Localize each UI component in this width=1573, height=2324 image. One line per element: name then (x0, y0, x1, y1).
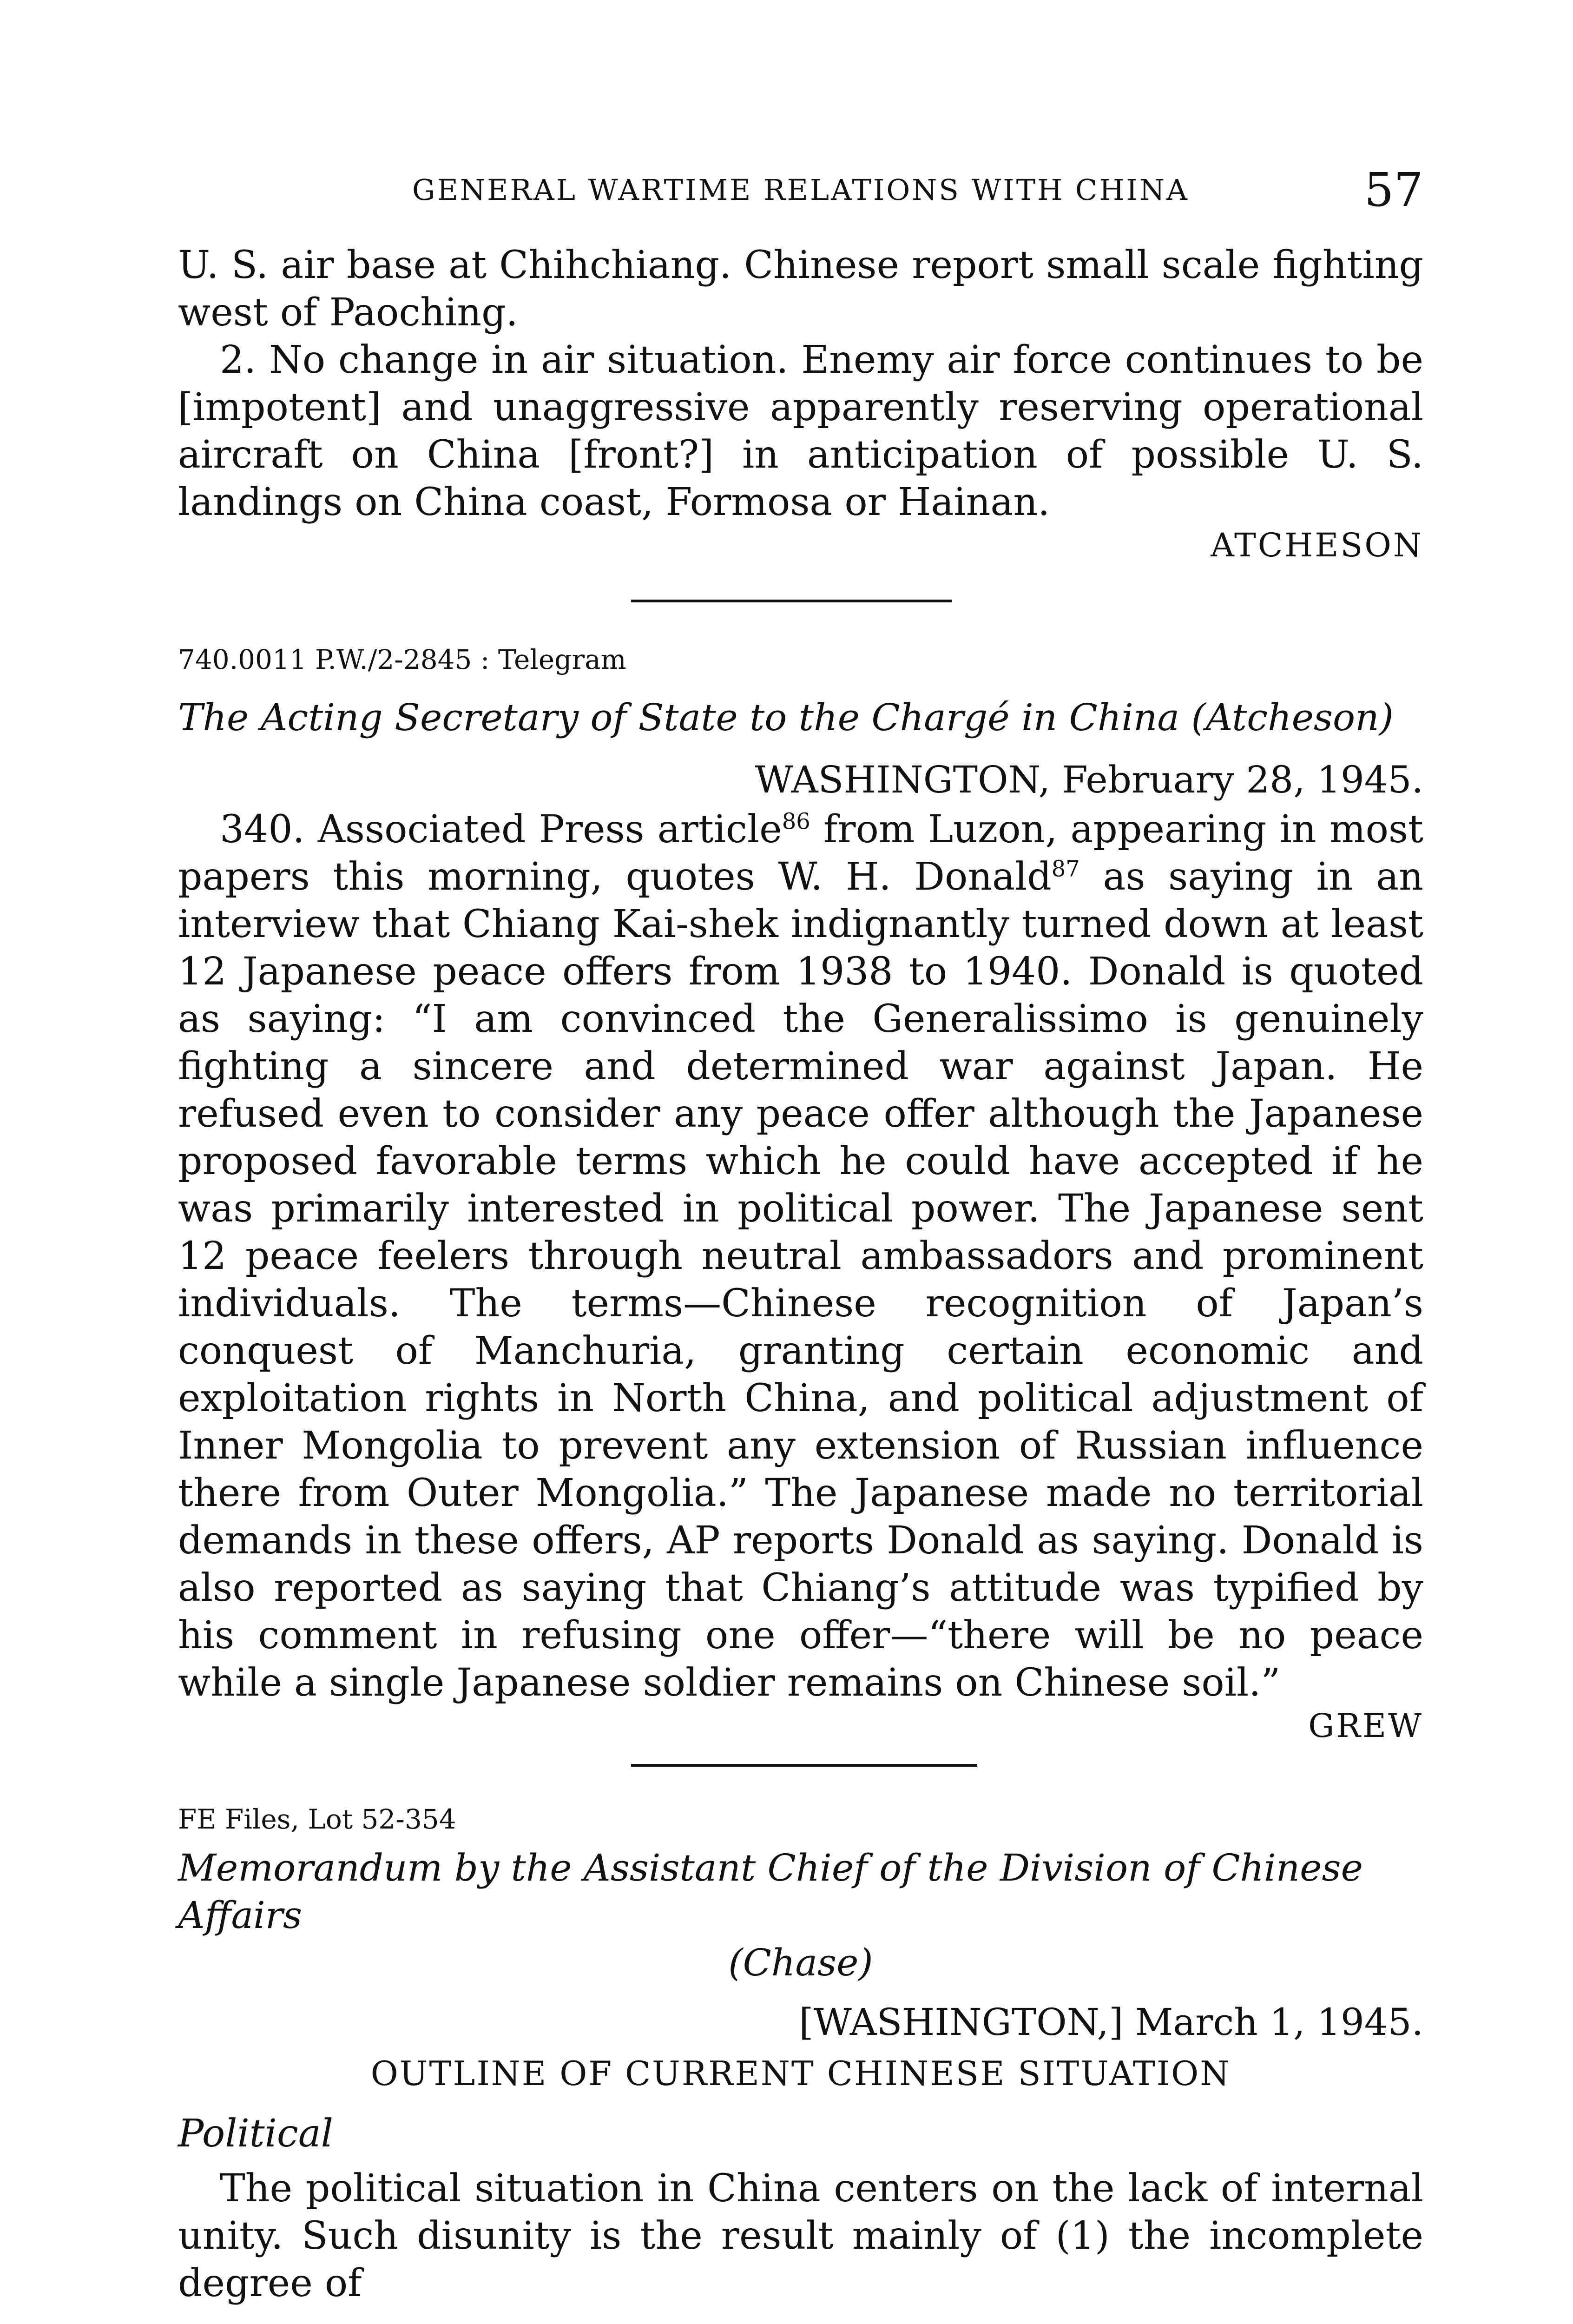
telegram-file-reference: 740.0011 P.W./2-2845 : Telegram (178, 644, 626, 675)
telegram-dateline: WASHINGTON, February 28, 1945. (755, 758, 1423, 801)
continuation-paragraph-1: U. S. air base at Chihchiang. Chinese report small scale fighting west of Paoching. (178, 243, 1423, 335)
memorandum-block (178, 1803, 1423, 2307)
memorandum-body: The political situation in China centers on the lack of internal unity. Such disunity is the result mainly of (1) the incomplete degree of (178, 2166, 1423, 2305)
memorandum-file-reference: FE Files, Lot 52-354 (178, 1803, 456, 1835)
section-divider-rule (631, 1764, 977, 1767)
memorandum-dateline: [WASHINGTON,] March 1, 1945. (799, 2000, 1423, 2044)
telegram-body-start: 340. Associated Press article (220, 807, 782, 852)
telegram-body-mid: from Luzon, appearing in most papers this morning, quotes W. H. Donald (178, 807, 1423, 899)
telegram-title: The Acting Secretary of State to the Chargé in China (Atcheson) (178, 696, 1394, 739)
running-title: GENERAL WARTIME RELATIONS WITH CHINA (412, 173, 1189, 207)
running-header (178, 163, 1423, 218)
outline-heading: OUTLINE OF CURRENT CHINESE SITUATION (370, 2054, 1231, 2093)
footnote-ref-86: 86 (782, 808, 810, 835)
continuation-paragraph-2: 2. No change in air situation. Enemy air force continues to be [impotent] and unaggressive apparently reserving operational aircraft on China [front?] in anticipation of possible U. S. landings on China coast, Formosa or Hainan. (178, 338, 1423, 524)
section-divider-rule (631, 600, 952, 602)
telegram-block (178, 644, 1423, 1745)
memorandum-title-line-1: Memorandum by the Assistant Chief of the Division of Chinese Affairs (178, 1846, 1363, 1937)
telegram-body (178, 806, 1423, 1707)
page-number: 57 (1364, 163, 1423, 217)
footnote-ref-87: 87 (1051, 856, 1080, 882)
signature-atcheson: ATCHESON (1211, 526, 1423, 564)
telegram-body-end: as saying in an interview that Chiang Kai-shek indignantly turned down at least 12 Japanese peace offers from 1938 to 1940. Donald is quoted as saying: “I am convinced the Generalissimo is genuinely fighting a sincere and determined war against Japan. He refused even to consider any peace offer although the Japanese proposed favorable terms which he could have accepted if he was primarily interested in political power. The Japanese sent 12 peace feelers through neutral ambassadors and prominent individuals. The terms—Chinese recognition of Japan’s conquest of Manchuria, granting certain economic and exploitation rights in North China, and political adjustment of Inner Mongolia to prevent any extension of Russian influence there from Outer Mongolia.” The Japanese made no territorial demands in these offers, AP reports Donald as saying. Donald is also reported as saying that Chiang’s attitude was typified by his comment in refusing one offer—“there will be no peace while a single Japanese soldier remains on Chinese soil.” (178, 855, 1423, 1705)
signature-grew: GREW (1308, 1707, 1423, 1745)
memorandum-title-line-2: (Chase) (728, 1941, 873, 1984)
continuation-block (178, 242, 1423, 564)
section-heading-political: Political (178, 2112, 333, 2156)
